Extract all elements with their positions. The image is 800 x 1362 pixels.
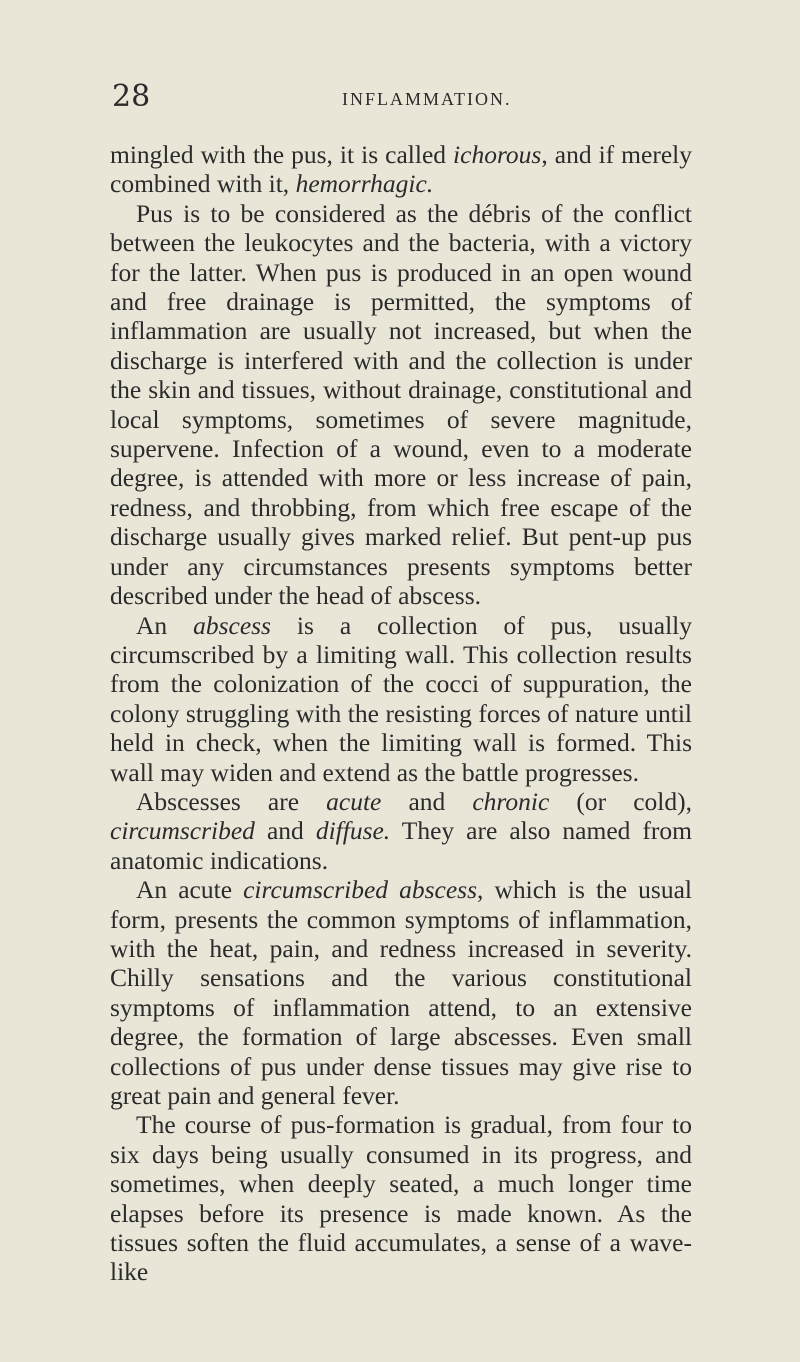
- paragraph: [110, 199, 692, 611]
- paragraph: [110, 787, 692, 875]
- text-run: An: [136, 610, 194, 640]
- text-run: Abscesses are: [136, 786, 327, 816]
- text-run: and: [381, 786, 473, 816]
- running-head: INFLAMMATION.: [342, 89, 512, 109]
- italic-term: circumscribed abscess: [243, 875, 478, 905]
- italic-term: chronic: [472, 786, 550, 816]
- text-run: Pus is to be considered as the débris of the conflict between the leukocytes and the bacteria, with a victory for the latter. When pus is produced in an open wound and free drainage is permitted, the symptoms of inflammation are usually not increased, but when the discharge is interfered with and the collection is under the skin and tissues, without drainage, constitutional and local symptoms, sometimes of severe magnitude, supervene. Infection of a wound, even to a moderate degree, is attended with more or less increase of pain, redness, and throbbing, from which free escape of the discharge usually gives marked relief. But pent-up pus under any circumstances presents symptoms better described under the head of abscess.: [110, 198, 692, 611]
- italic-term: ichorous: [453, 140, 542, 169]
- page-header: [112, 77, 712, 117]
- page-number: 28: [112, 79, 151, 114]
- paragraph: [110, 875, 692, 1110]
- italic-term: acute: [326, 786, 382, 816]
- text-run: and: [254, 816, 316, 846]
- text-run: They are also named from anatomic indications.: [110, 816, 692, 875]
- text-run: The course of pus-formation is gradual, from four to six days being usually consumed in its progress, and sometimes, when deeply seated, a much longer time elapses before its presence is made known. As the tissues soften the fluid accumulates, a sense of a wave-like: [110, 1110, 692, 1287]
- italic-term: hemorrhagic.: [295, 169, 434, 199]
- text-run: , which is the usual form, presents the common symptoms of inflammation, with the heat, pain, and redness increased in severity. Chilly sensations and the various constitutional symptoms of inflammation attend, to an extensive degree, the formation of large abscesses. Even small collections of pus under dense tissues may give rise to great pain and general fever.: [110, 875, 692, 1110]
- text-run: is a collection of pus, usually circumscribed by a limiting wall. This collection results from the colonization of the cocci of suppuration, the colony struggling with the resisting forces of nature until held in check, when the limiting wall is formed. This wall may widen and extend as the battle progresses.: [110, 610, 692, 787]
- paragraph: [110, 611, 692, 787]
- body-text: [110, 140, 692, 1287]
- paragraph: [110, 140, 692, 199]
- italic-term: abscess: [193, 610, 271, 640]
- paragraph: [110, 1110, 692, 1286]
- italic-term: diffuse.: [315, 816, 391, 846]
- text-run: mingled with the pus, it is called: [110, 140, 454, 169]
- italic-term: circumscribed: [110, 816, 255, 846]
- text-run: An acute: [136, 875, 244, 905]
- text-run: , and if merely combined with it,: [110, 140, 692, 199]
- text-run: (or cold),: [549, 786, 692, 816]
